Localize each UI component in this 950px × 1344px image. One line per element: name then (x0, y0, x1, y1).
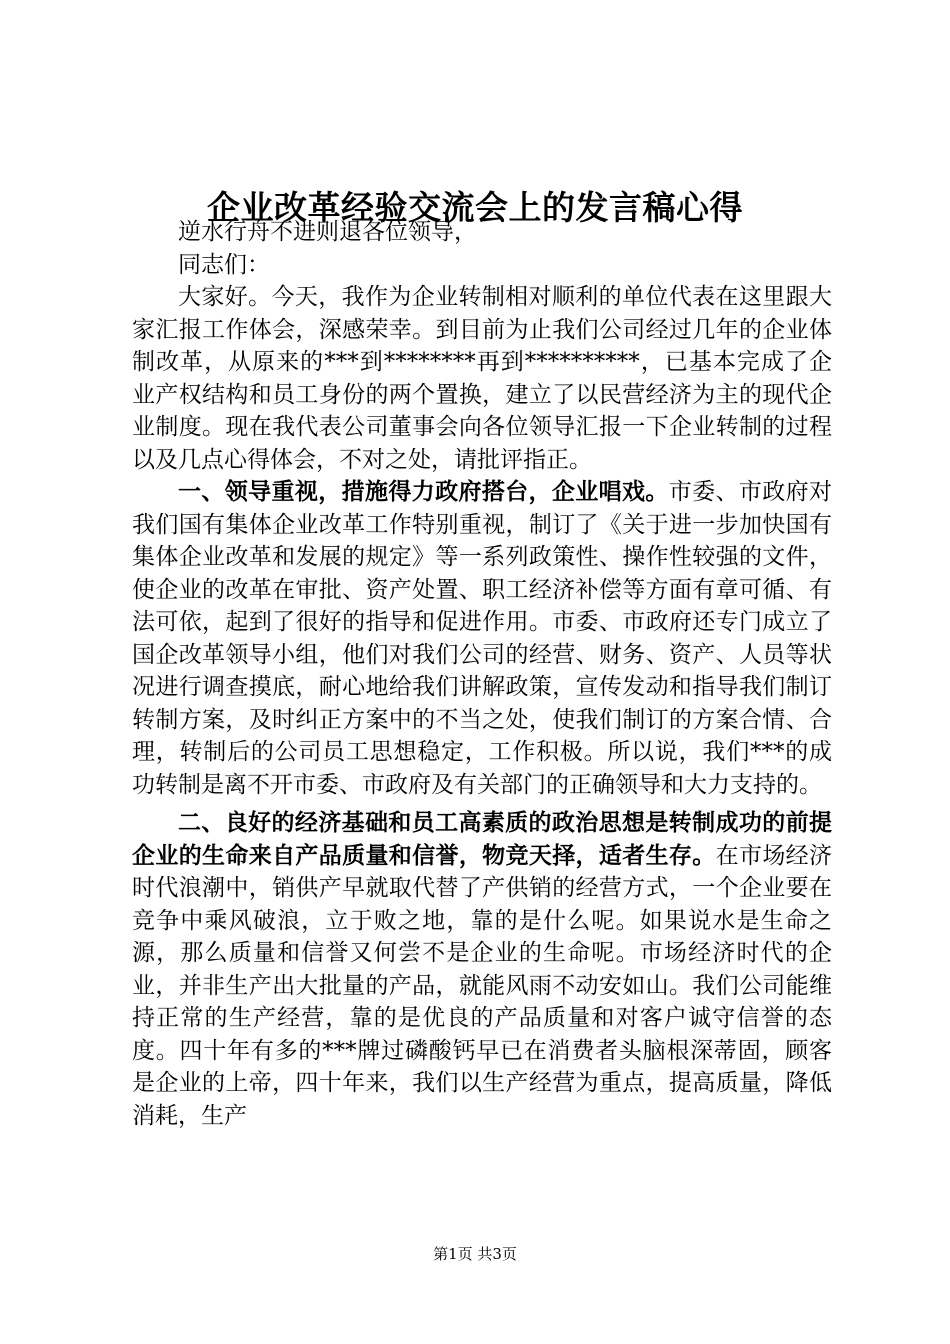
section-2-body: 在市场经济时代浪潮中，销供产早就取代替了产供销的经营方式，一个企业要在竞争中乘风破浪，立于败之地，靠的是什么呢。如果说水是生命之源，那么质量和信誉又何尝不是企业的生命呢。市场经济时代的企业，并非生产出大批量的产品，就能风雨不动安如山。我们公司能维持正常的生产经营，靠的是优良的产品质量和对客户诚守信誉的态度。四十年有多的***牌过磷酸钙早已在消费者头脑根深蒂固，顾客是企业的上帝，四十年来，我们以生产经营为重点，提高质量，降低消耗，生产 (132, 842, 833, 1129)
section-2-paragraph (132, 807, 832, 1132)
page-number-footer: 第1页 共3页 (433, 1245, 517, 1263)
section-2-heading: 二、良好的经济基础和员工高素质的政治思想是转制成功的前提企业的生命来自产品质量和信誉，物竞天择，适者生存。 (132, 809, 832, 869)
intro-paragraph: 大家好。今天，我作为企业转制相对顺利的单位代表在这里跟大家汇报工作体会，深感荣幸。到目前为止我们公司经过几年的企业体制改革，从原来的***到********再到**********，已基本完成了企业产权结构和员工身份的两个置换，建立了以民营经济为主的现代企业制度。现在我代表公司董事会向各位领导汇报一下企业转制的过程以及几点心得体会，不对之处，请批评指正。 (132, 284, 832, 473)
section-1-body: 市委、市政府对我们国有集体企业改革工作特别重视，制订了《关于进一步加快国有集体企业改革和发展的规定》等一系列政策性、操作性较强的文件，使企业的改革在审批、资产处置、职工经济补偿等方面有章可循、有法可依，起到了很好的指导和促进作用。市委、市政府还专门成立了国企改革领导小组，他们对我们公司的经营、财务、资产、人员等状况进行调查摸底，耐心地给我们讲解政策，宣传发动和指导我们制订转制方案，及时纠正方案中的不当之处，使我们制订的方案合情、合理，转制后的公司员工思想稳定，工作积极。所以说，我们***的成功转制是离不开市委、市政府及有关部门的正确领导和大力支持的。 (132, 479, 833, 798)
section-1-heading: 一、领导重视，措施得力政府搭台，企业唱戏。 (178, 478, 669, 505)
opening-line-1: 逆水行舟不进则退各位领导， (178, 219, 477, 245)
document-body (132, 216, 832, 1132)
opening-line-2: 同志们： (178, 251, 270, 278)
document-title: 企业改革经验交流会上的发言稿心得 (207, 188, 743, 227)
section-1-paragraph (132, 476, 832, 801)
